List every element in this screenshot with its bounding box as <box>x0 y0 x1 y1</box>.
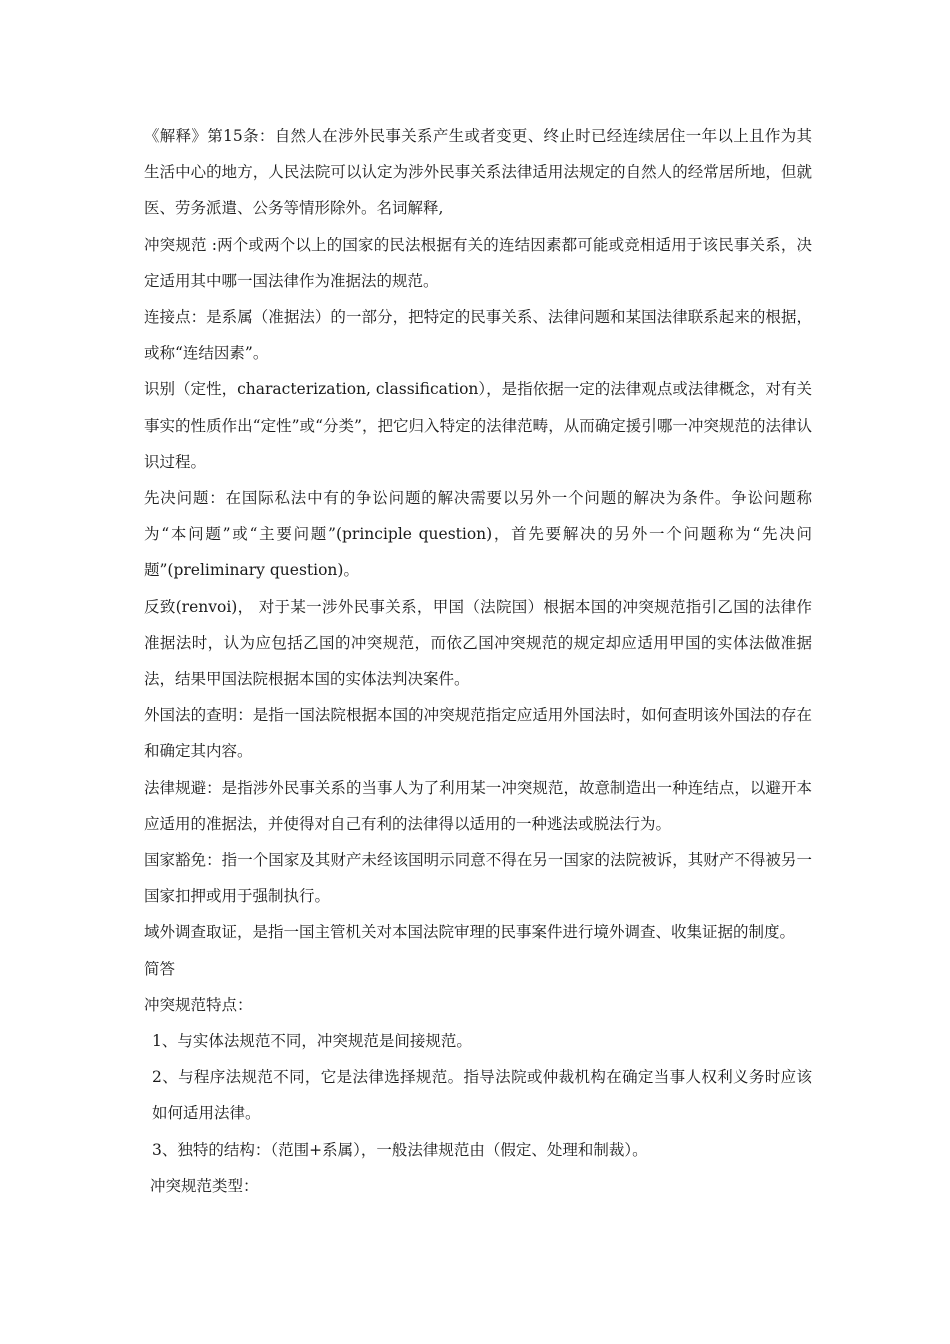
paragraph-preliminary-question: 先决问题：在国际私法中有的争讼问题的解决需要以另外一个问题的解决为条件。争讼问题称为“本问题”或“主要问题”(principle question)，首先要解决的另外一个问题称为“先决问题”(preliminary question)。 <box>144 489 812 580</box>
section-heading-short-answer: 简答 <box>144 959 176 978</box>
paragraph-evasion-of-law: 法律规避：是指涉外民事关系的当事人为了利用某一冲突规范，故意制造出一种连结点，以避开本应适用的准据法，并使得对自己有利的法律得以适用的一种逃法或脱法行为。 <box>144 778 812 833</box>
paragraph-state-immunity: 国家豁免：指一个国家及其财产未经该国明示同意不得在另一国家的法院被诉，其财产不得被另一国家扣押或用于强制执行。 <box>144 851 812 906</box>
paragraph-conflict-rule-types: 冲突规范类型： <box>150 1176 259 1195</box>
paragraph-conflict-rule: 冲突规范 :两个或两个以上的国家的民法根据有关的连结因素都可能或竞相适用于该民事关系，决定适用其中哪一国法律作为准据法的规范。 <box>144 235 812 290</box>
paragraph-characterization: 识别（定性，characterization, classification），是指依据一定的法律观点或法律概念，对有关事实的性质作出“定性”或“分类”，把它归入特定的法律范畴，从而确定援引哪一冲突规范的法律认识过程。 <box>144 380 812 471</box>
paragraph-foreign-law-ascertainment: 外国法的查明：是指一国法院根据本国的冲突规范指定应适用外国法时，如何查明该外国法的存在和确定其内容。 <box>144 706 812 761</box>
list-item-feature-1: 1、与实体法规范不同，冲突规范是间接规范。 <box>152 1032 472 1051</box>
paragraph-renvoi: 反致(renvoi)， 对于某一涉外民事关系，甲国（法院国）根据本国的冲突规范指引乙国的法律作准据法时，认为应包括乙国的冲突规范，而依乙国冲突规范的规定却应适用甲国的实体法做准据法，结果甲国法院根据本国的实体法判决案件。 <box>144 597 812 689</box>
paragraph-conflict-rule-features: 冲突规范特点： <box>144 995 253 1014</box>
paragraph-connecting-point: 连接点：是系属（准据法）的一部分，把特定的民事关系、法律问题和某国法律联系起来的根据，或称“连结因素”。 <box>144 308 812 363</box>
paragraph-extraterritorial-evidence: 域外调查取证，是指一国主管机关对本国法院审理的民事案件进行境外调查、收集证据的制度。 <box>144 923 796 942</box>
list-item-feature-3: 3、独特的结构：（范围+系属），一般法律规范由（假定、处理和制裁）。 <box>152 1140 648 1159</box>
document-body <box>144 118 812 1204</box>
paragraph-interpretation-article-15: 《解释》第15条：自然人在涉外民事关系产生或者变更、终止时已经连续居住一年以上且作为其生活中心的地方，人民法院可以认定为涉外民事关系法律适用法规定的自然人的经常居所地，但就医、劳务派遣、公务等情形除外。名词解释, <box>144 127 812 218</box>
list-item-feature-2: 2、与程序法规范不同，它是法律选择规范。指导法院或仲裁机构在确定当事人权利义务时应该如何适用法律。 <box>152 1068 812 1123</box>
